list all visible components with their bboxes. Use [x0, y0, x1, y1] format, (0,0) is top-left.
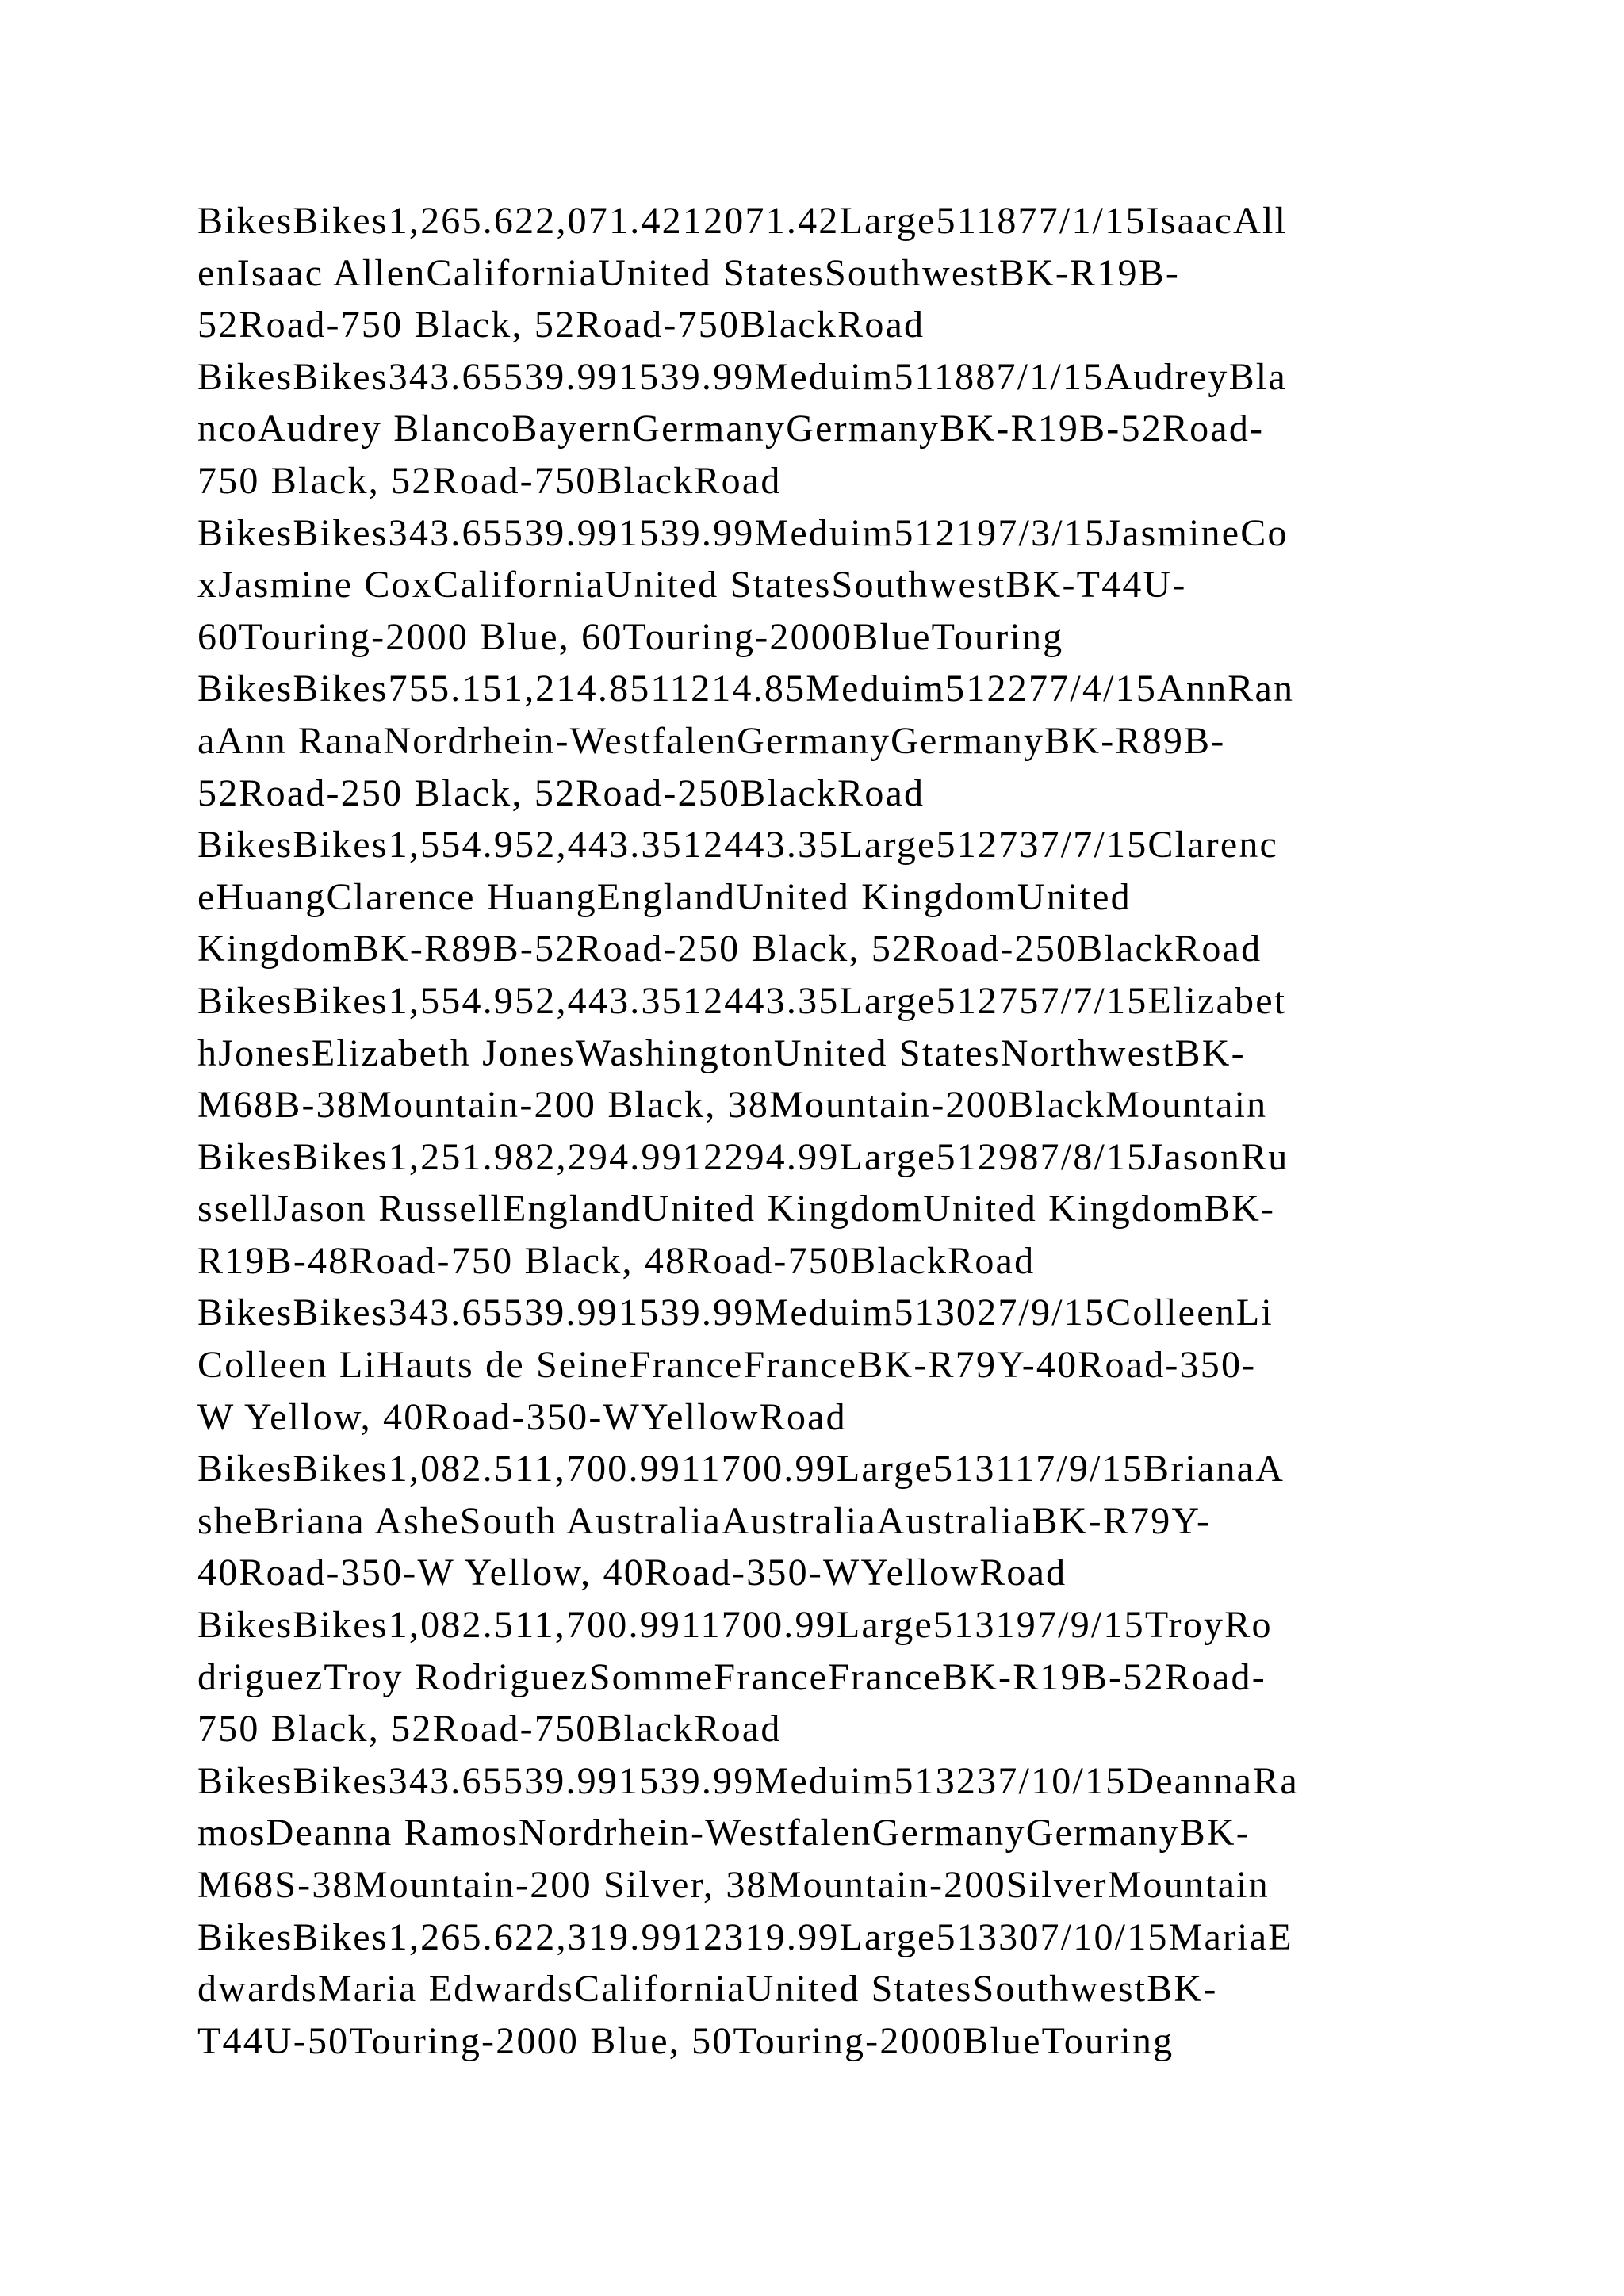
text-line: T44U-50Touring-2000 Blue, 50Touring-2000BlueTouring	[197, 2019, 1174, 2062]
text-line: enIsaac AllenCaliforniaUnited StatesSouthwestBK-R19B-	[197, 251, 1181, 294]
text-line: ncoAudrey BlancoBayernGermanyGermanyBK-R19B-52Road-	[197, 408, 1265, 450]
text-line: BikesBikes343.65539.991539.99Meduim512197/3/15JasmineCo	[197, 511, 1289, 554]
text-line: BikesBikes343.65539.991539.99Meduim511887/1/15AudreyBla	[197, 355, 1287, 398]
text-line: mosDeanna RamosNordrhein-WestfalenGermanyGermanyBK-	[197, 1812, 1251, 1854]
text-line: R19B-48Road-750 Black, 48Road-750BlackRoad	[197, 1239, 1036, 1282]
text-line: 750 Black, 52Road-750BlackRoad	[197, 459, 782, 502]
text-line: Colleen LiHauts de SeineFranceFranceBK-R79Y-40Road-350-	[197, 1344, 1257, 1387]
text-line: 60Touring-2000 Blue, 60Touring-2000BlueTouring	[197, 615, 1064, 658]
text-line: BikesBikes1,251.982,294.9912294.99Large512987/8/15JasonRu	[197, 1135, 1289, 1178]
text-line: eHuangClarence HuangEnglandUnited KingdomUnited	[197, 875, 1132, 918]
text-line: M68S-38Mountain-200 Silver, 38Mountain-200SilverMountain	[197, 1864, 1270, 1906]
text-line: BikesBikes1,265.622,319.9912319.99Large513307/10/15MariaE	[197, 1915, 1293, 1958]
text-line: xJasmine CoxCaliforniaUnited StatesSouthwestBK-T44U-	[197, 564, 1187, 607]
text-line: driguezTroy RodriguezSommeFranceFranceBK-R19B-52Road-	[197, 1655, 1266, 1698]
text-line: 40Road-350-W Yellow, 40Road-350-WYellowRoad	[197, 1552, 1067, 1594]
text-line: KingdomBK-R89B-52Road-250 Black, 52Road-250BlackRoad	[197, 928, 1262, 970]
text-line: aAnn RanaNordrhein-WestfalenGermanyGermanyBK-R89B-	[197, 719, 1226, 762]
text-line: 750 Black, 52Road-750BlackRoad	[197, 1708, 782, 1751]
text-line: BikesBikes1,554.952,443.3512443.35Large512757/7/15Elizabet	[197, 979, 1287, 1022]
text-line: 52Road-750 Black, 52Road-750BlackRoad	[197, 304, 925, 346]
text-line: sheBriana AsheSouth AustraliaAustraliaAustraliaBK-R79Y-	[197, 1499, 1212, 1542]
body-text	[197, 195, 1450, 2067]
text-line: BikesBikes1,265.622,071.4212071.42Large511877/1/15IsaacAll	[197, 200, 1288, 242]
text-line: 52Road-250 Black, 52Road-250BlackRoad	[197, 771, 925, 814]
text-line: BikesBikes1,082.511,700.9911700.99Large513117/9/15BrianaA	[197, 1448, 1285, 1490]
text-line: BikesBikes1,082.511,700.9911700.99Large513197/9/15TroyRo	[197, 1604, 1273, 1647]
text-line: BikesBikes1,554.952,443.3512443.35Large512737/7/15Clarenc	[197, 824, 1279, 867]
text-line: M68B-38Mountain-200 Black, 38Mountain-200BlackMountain	[197, 1084, 1268, 1127]
text-line: BikesBikes343.65539.991539.99Meduim513237/10/15DeannaRa	[197, 1759, 1299, 1802]
text-line: BikesBikes755.151,214.8511214.85Meduim512277/4/15AnnRan	[197, 668, 1295, 710]
text-line: hJonesElizabeth JonesWashingtonUnited StatesNorthwestBK-	[197, 1031, 1246, 1074]
text-line: dwardsMaria EdwardsCaliforniaUnited StatesSouthwestBK-	[197, 1968, 1218, 2011]
text-line: BikesBikes343.65539.991539.99Meduim513027/9/15ColleenLi	[197, 1292, 1274, 1334]
text-line: ssellJason RussellEnglandUnited KingdomUnited KingdomBK-	[197, 1188, 1276, 1230]
text-line: W Yellow, 40Road-350-WYellowRoad	[197, 1395, 847, 1438]
